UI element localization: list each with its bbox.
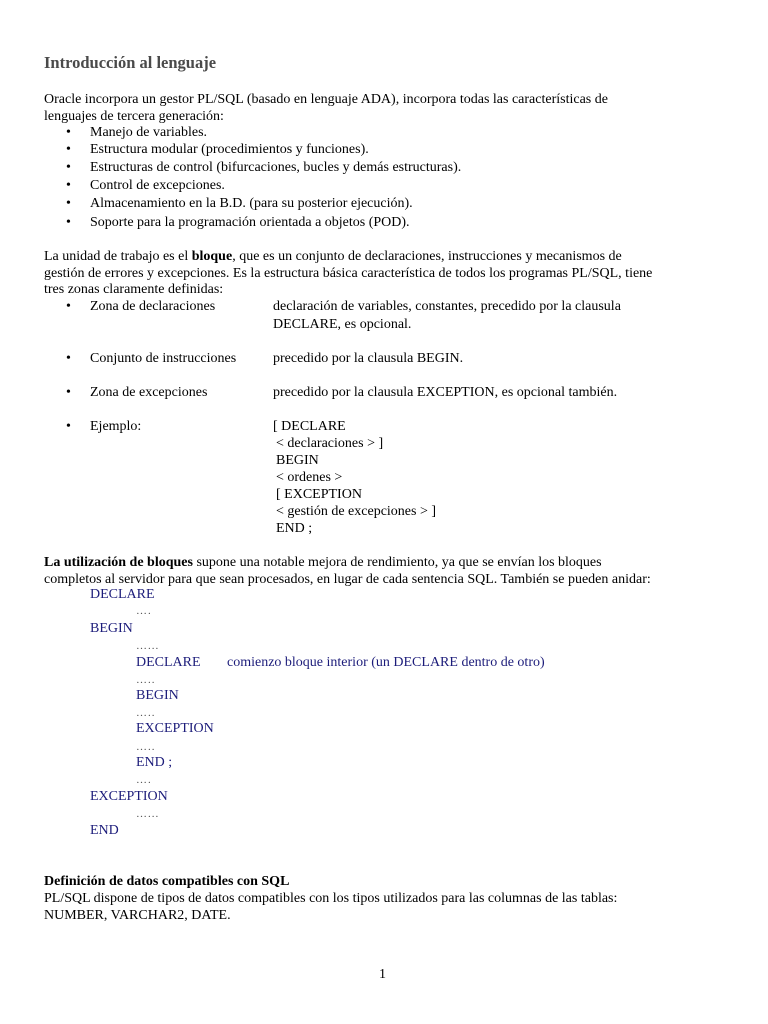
code-end: END xyxy=(90,823,119,838)
list-item: Manejo de variables. xyxy=(90,125,208,140)
bullet: • xyxy=(66,196,71,211)
usage-para-line-1 xyxy=(44,554,602,571)
code-inner-begin: BEGIN xyxy=(136,688,179,703)
sql-types-line-2: NUMBER, VARCHAR2, DATE. xyxy=(44,908,231,923)
bullet: • xyxy=(66,299,71,314)
zone-desc: precedido por la clausula EXCEPTION, es opcional también. xyxy=(273,385,618,400)
block-para-line-3: tres zonas claramente definidas: xyxy=(44,282,224,297)
block-para-line-2: gestión de errores y excepciones. Es la estructura básica característica de todos los programas PL/SQL, tiene xyxy=(44,266,653,281)
list-item: Soporte para la programación orientada a objetos (POD). xyxy=(90,215,410,230)
code-dots: ….. xyxy=(136,674,156,686)
sql-types-line-1: PL/SQL dispone de tipos de datos compatibles con los tipos utilizados para las columnas de las tablas: xyxy=(44,891,618,906)
zone-desc: declaración de variables, constantes, precedido por la clausula xyxy=(273,299,621,314)
block-para-post: , que es un conjunto de declaraciones, instrucciones y mecanismos de xyxy=(232,249,622,264)
code-exception: EXCEPTION xyxy=(90,789,168,804)
usage-term: La utilización de bloques xyxy=(44,555,193,570)
section-title: Introducción al lenguaje xyxy=(44,53,217,72)
code-dots: …... xyxy=(136,640,160,652)
code-begin: BEGIN xyxy=(90,621,133,636)
sql-types-heading: Definición de datos compatibles con SQL xyxy=(44,874,290,889)
code-dots: ….. xyxy=(136,741,156,753)
example-line: END ; xyxy=(276,521,313,536)
code-declare: DECLARE xyxy=(90,587,155,602)
zone-desc: DECLARE, es opcional. xyxy=(273,317,412,332)
bullet: • xyxy=(66,125,71,140)
zone-desc: precedido por la clausula BEGIN. xyxy=(273,351,464,366)
list-item: Estructuras de control (bifurcaciones, bucles y demás estructuras). xyxy=(90,160,462,175)
list-item: Estructura modular (procedimientos y funciones). xyxy=(90,142,369,157)
list-item: Almacenamiento en la B.D. (para su posterior ejecución). xyxy=(90,196,413,211)
example-line: [ DECLARE xyxy=(273,419,346,434)
code-inner-declare: DECLARE xyxy=(136,655,201,670)
example-line: < ordenes > xyxy=(276,470,343,485)
intro-line-1: Oracle incorpora un gestor PL/SQL (basado en lenguaje ADA), incorpora todas las características de xyxy=(44,92,608,107)
code-inner-exception: EXCEPTION xyxy=(136,721,214,736)
code-dots: …. xyxy=(136,774,152,786)
example-line: BEGIN xyxy=(276,453,319,468)
code-dots: …. xyxy=(136,605,152,617)
block-para-pre: La unidad de trabajo es el xyxy=(44,249,192,264)
example-line: < gestión de excepciones > ] xyxy=(276,504,437,519)
code-inner-comment: comienzo bloque interior (un DECLARE dentro de otro) xyxy=(227,655,545,670)
usage-para-post: supone una notable mejora de rendimiento, ya que se envían los bloques xyxy=(192,555,602,570)
bullet: • xyxy=(66,160,71,175)
code-dots: ….. xyxy=(136,707,156,719)
usage-para-line-2: completos al servidor para que sean procesados, en lugar de cada sentencia SQL. También se pueden anidar: xyxy=(44,572,651,587)
zone-term: Zona de excepciones xyxy=(90,385,208,400)
zone-term: Ejemplo: xyxy=(90,419,142,434)
zone-term: Conjunto de instrucciones xyxy=(90,351,237,366)
bullet: • xyxy=(66,419,71,434)
zone-term: Zona de declaraciones xyxy=(90,299,216,314)
intro-line-2: lenguajes de tercera generación: xyxy=(44,109,224,124)
bullet: • xyxy=(66,385,71,400)
list-item: Control de excepciones. xyxy=(90,178,225,193)
bullet: • xyxy=(66,178,71,193)
block-term: bloque xyxy=(191,249,233,264)
example-line: [ EXCEPTION xyxy=(276,487,362,502)
example-line: < declaraciones > ] xyxy=(276,436,384,451)
code-dots: …... xyxy=(136,808,160,820)
page-number: 1 xyxy=(379,967,386,982)
bullet: • xyxy=(66,215,71,230)
bullet: • xyxy=(66,351,71,366)
code-inner-end: END ; xyxy=(136,755,173,770)
bullet: • xyxy=(66,142,71,157)
block-para-line-1 xyxy=(44,248,622,265)
